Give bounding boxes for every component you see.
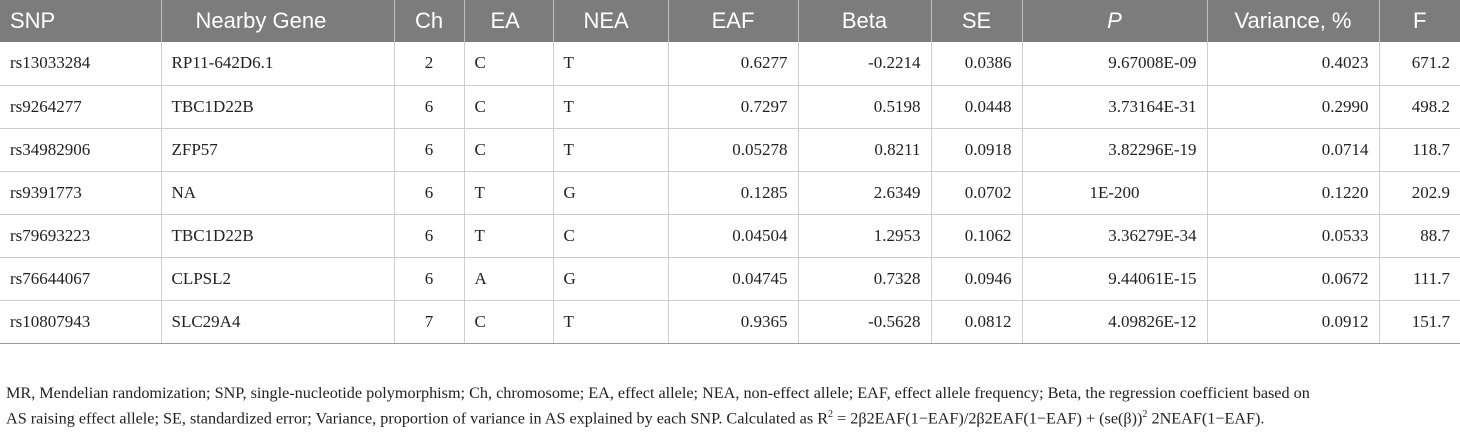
cell-beta: 2.6349 [798,171,931,214]
cell-f: 88.7 [1379,214,1460,257]
cell-ch: 7 [394,300,464,343]
table-row [0,300,1460,343]
cell-snp: rs10807943 [0,300,161,343]
header-snp: SNP [0,0,161,42]
header-nea: NEA [553,0,668,42]
cell-variance: 0.0912 [1207,300,1379,343]
cell-ch: 6 [394,85,464,128]
cell-beta: 0.7328 [798,257,931,300]
cell-ch: 6 [394,214,464,257]
cell-beta: -0.2214 [798,42,931,85]
table-header [0,0,1460,42]
cell-snp: rs76644067 [0,257,161,300]
header-variance: Variance, % [1207,0,1379,42]
cell-ch: 6 [394,128,464,171]
cell-beta: 0.5198 [798,85,931,128]
cell-f: 498.2 [1379,85,1460,128]
table-footnote [6,383,1454,429]
cell-ch: 6 [394,257,464,300]
cell-gene: CLPSL2 [161,257,394,300]
cell-gene: SLC29A4 [161,300,394,343]
cell-f: 202.9 [1379,171,1460,214]
cell-eaf: 0.04745 [668,257,798,300]
cell-p: 3.82296E-19 [1022,128,1207,171]
cell-ea: C [464,300,553,343]
footnote-formula: = 2β2EAF(1−EAF)/2β2EAF(1−EAF) + (se(β)) [833,409,1143,428]
cell-eaf: 0.7297 [668,85,798,128]
table-body [0,42,1460,343]
cell-gene: NA [161,171,394,214]
footnote-formula-end: 2NEAF(1−EAF). [1147,409,1265,428]
footnote-line-1: MR, Mendelian randomization; SNP, single-nucleotide polymorphism; Ch, chromosome; EA, effect allele; NEA, non-effect allele; EAF, effect allele frequency; Beta, the regression coefficient based on [6,384,1310,402]
footnote-superscript-2: 2 [1142,409,1148,420]
table-row [0,85,1460,128]
cell-beta: 1.2953 [798,214,931,257]
cell-se: 0.0448 [931,85,1022,128]
header-row [0,0,1460,42]
cell-p: 1E-200 [1022,171,1207,214]
cell-eaf: 0.05278 [668,128,798,171]
cell-nea: T [553,85,668,128]
header-se: SE [931,0,1022,42]
cell-p: 4.09826E-12 [1022,300,1207,343]
cell-ea: A [464,257,553,300]
cell-ea: C [464,42,553,85]
header-beta: Beta [798,0,931,42]
header-p: P [1022,0,1207,42]
header-ch: Ch [394,0,464,42]
table-row [0,171,1460,214]
cell-snp: rs79693223 [0,214,161,257]
cell-gene: RP11-642D6.1 [161,42,394,85]
cell-p: 9.67008E-09 [1022,42,1207,85]
cell-eaf: 0.9365 [668,300,798,343]
cell-nea: C [553,214,668,257]
cell-p: 9.44061E-15 [1022,257,1207,300]
cell-ea: T [464,171,553,214]
cell-gene: ZFP57 [161,128,394,171]
cell-nea: G [553,257,668,300]
cell-variance: 0.0672 [1207,257,1379,300]
cell-beta: -0.5628 [798,300,931,343]
cell-variance: 0.1220 [1207,171,1379,214]
cell-ea: T [464,214,553,257]
cell-nea: T [553,42,668,85]
header-f: F [1379,0,1460,42]
cell-variance: 0.0714 [1207,128,1379,171]
cell-variance: 0.4023 [1207,42,1379,85]
table-row [0,214,1460,257]
cell-f: 151.7 [1379,300,1460,343]
cell-f: 111.7 [1379,257,1460,300]
cell-p: 3.36279E-34 [1022,214,1207,257]
cell-ch: 6 [394,171,464,214]
cell-se: 0.0918 [931,128,1022,171]
cell-nea: T [553,128,668,171]
cell-nea: T [553,300,668,343]
cell-f: 118.7 [1379,128,1460,171]
cell-snp: rs9391773 [0,171,161,214]
cell-snp: rs13033284 [0,42,161,85]
header-nearby-gene: Nearby Gene [161,0,394,42]
cell-f: 671.2 [1379,42,1460,85]
cell-se: 0.0386 [931,42,1022,85]
cell-nea: G [553,171,668,214]
header-ea: EA [464,0,553,42]
footnote-line-2 [6,404,1454,429]
table-row [0,128,1460,171]
table-row [0,257,1460,300]
cell-se: 0.0812 [931,300,1022,343]
cell-variance: 0.2990 [1207,85,1379,128]
table-row [0,42,1460,85]
cell-eaf: 0.1285 [668,171,798,214]
cell-eaf: 0.04504 [668,214,798,257]
cell-eaf: 0.6277 [668,42,798,85]
footnote-line-2-text: AS raising effect allele; SE, standardized error; Variance, proportion of variance in AS explained by each SNP. Calculated as R [6,409,829,428]
cell-gene: TBC1D22B [161,85,394,128]
cell-se: 0.0702 [931,171,1022,214]
cell-snp: rs34982906 [0,128,161,171]
cell-variance: 0.0533 [1207,214,1379,257]
cell-ea: C [464,85,553,128]
cell-gene: TBC1D22B [161,214,394,257]
cell-snp: rs9264277 [0,85,161,128]
cell-se: 0.0946 [931,257,1022,300]
header-eaf: EAF [668,0,798,42]
cell-beta: 0.8211 [798,128,931,171]
footnote-superscript: 2 [828,409,834,420]
cell-se: 0.1062 [931,214,1022,257]
cell-ea: C [464,128,553,171]
cell-ch: 2 [394,42,464,85]
cell-p: 3.73164E-31 [1022,85,1207,128]
